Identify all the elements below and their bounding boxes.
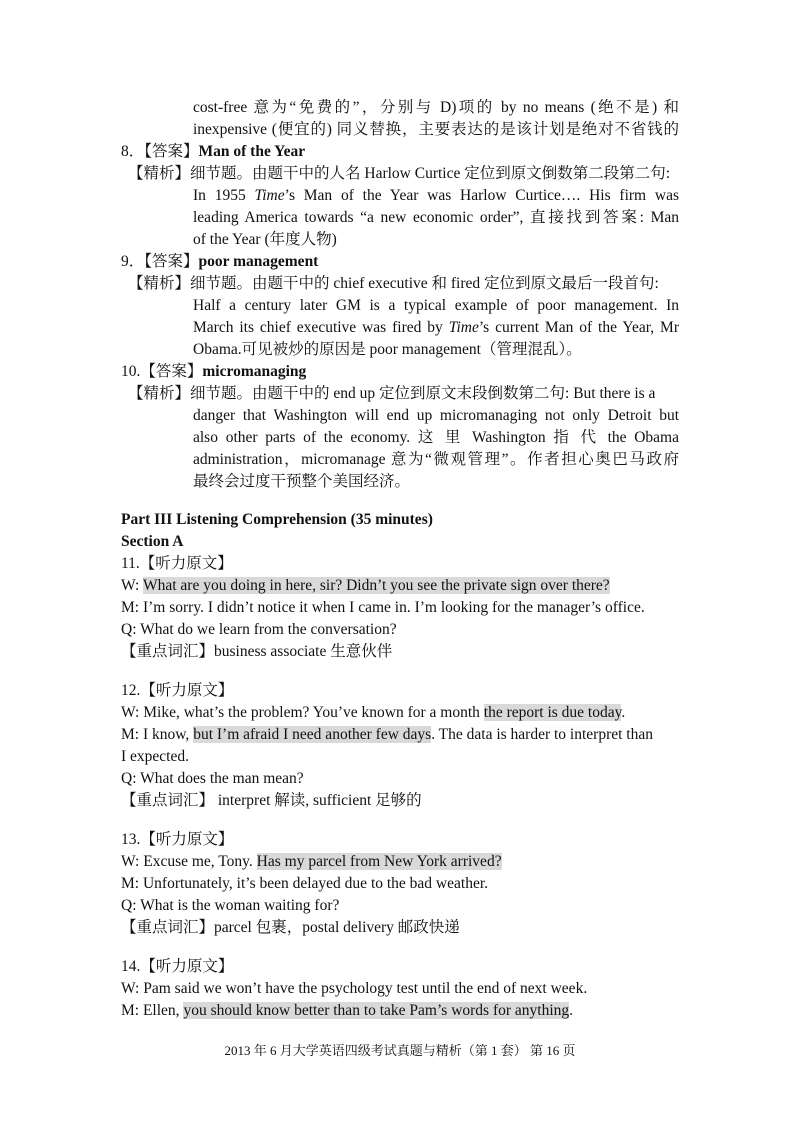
continuation-line-1: cost-free 意为“免费的”，分别与 D)项的 by no means (绝不是) 和	[193, 99, 679, 116]
q9-analysis-line-4: Obama.可见被炒的原因是 poor management（管理混乱）。	[193, 341, 582, 358]
q9-quote-part: March its chief executive was fired by	[193, 319, 449, 336]
q14-heading: 14.【听力原文】	[121, 958, 234, 975]
q10-answer: micromanaging	[202, 363, 307, 380]
q9-answer-line	[121, 251, 318, 273]
q12-woman-period: .	[621, 704, 626, 721]
q8-number: 8．【答案】	[121, 143, 199, 160]
q12-question-line: Q: What does the man mean?	[121, 770, 304, 787]
q11-woman-line	[121, 575, 610, 597]
q14-man-period: .	[569, 1002, 574, 1019]
q11-highlight: What are you doing in here, sir? Didn’t you see the private sign over there?	[142, 577, 610, 594]
q8-analysis-line-2	[193, 185, 679, 207]
q12-woman-text: W: Mike, what’s the problem? You’ve known for a month	[121, 704, 484, 721]
q13-woman-text: W: Excuse me, Tony.	[121, 853, 257, 870]
q10-answer-line	[121, 361, 306, 383]
page-footer: 2013 年 6 月大学英语四级考试真题与精析（第 1 套） 第 16 页	[224, 1043, 576, 1058]
q13-woman-line	[121, 851, 502, 873]
q14-highlight: you should know better than to take Pam’s words for anything	[183, 1002, 570, 1019]
q12-man-line	[121, 724, 653, 746]
q8-quote-part-2: ’s Man of the Year was Harlow Curtice…. His firm was	[284, 187, 679, 204]
q12-man-highlight: but I’m afraid I need another few days	[193, 726, 432, 743]
q9-analysis-line-1	[128, 273, 659, 295]
q12-man-text-2: . The data is harder to interpret than	[431, 726, 653, 743]
continuation-line-2: inexpensive (便宜的) 同义替换，主要表达的是该计划是绝对不省钱的	[193, 121, 679, 138]
q10-analysis-line-1	[128, 383, 655, 405]
q12-heading: 12.【听力原文】	[121, 682, 234, 699]
q9-time-italic: Time	[448, 319, 479, 336]
q10-number: 10.【答案】	[121, 363, 203, 380]
q8-quote-part: In 1955	[193, 187, 255, 204]
q9-answer: poor management	[198, 253, 319, 270]
q12-man-line-2: I expected.	[121, 748, 189, 765]
q14-man-text: M: Ellen,	[121, 1002, 184, 1019]
q8-time-italic: Time	[254, 187, 285, 204]
q8-analysis-line-1	[128, 163, 670, 185]
q10-analysis-line-5: 最终会过度干预整个美国经济。	[193, 473, 411, 490]
q10-analysis-line-4: administration，micromanage 意为“微观管理”。作者担心奥巴马政府	[193, 451, 679, 468]
section-a-heading: Section A	[121, 533, 184, 550]
q9-number: 9．【答案】	[121, 253, 199, 270]
q12-woman-highlight: the report is due today	[483, 704, 622, 721]
q12-man-text: M: I know,	[121, 726, 194, 743]
part3-title: Part III Listening Comprehension (35 minutes)	[121, 511, 433, 528]
speaker-w: W:	[121, 577, 143, 594]
q11-heading: 11.【听力原文】	[121, 555, 233, 572]
q9-analysis-label: 【精析】	[128, 275, 191, 292]
q8-analysis-text: 细节题。由题干中的人名 Harlow Curtice 定位到原文倒数第二段第二句:	[190, 165, 671, 182]
q13-man-line: M: Unfortunately, it’s been delayed due to the bad weather.	[121, 875, 489, 892]
q11-man-line: M: I’m sorry. I didn’t notice it when I came in. I’m looking for the manager’s office.	[121, 599, 645, 616]
q11-vocab-line: 【重点词汇】business associate 生意伙伴	[121, 643, 393, 660]
q13-highlight: Has my parcel from New York arrived?	[256, 853, 502, 870]
q8-analysis-line-4: of the Year (年度人物)	[193, 231, 337, 248]
q8-analysis-line-3: leading America towards “a new economic order”, 直接找到答案: Man	[193, 209, 679, 226]
q13-heading: 13.【听力原文】	[121, 831, 234, 848]
q8-answer-line	[121, 141, 305, 163]
q9-quote-part-2: ’s current Man of the Year, Mr	[478, 319, 679, 336]
q10-analysis-label: 【精析】	[128, 385, 191, 402]
q8-analysis-label: 【精析】	[128, 165, 191, 182]
q9-analysis-line-3	[193, 317, 679, 339]
q13-vocab-line: 【重点词汇】parcel 包裹，postal delivery 邮政快递	[121, 919, 460, 936]
q9-analysis-line-2: Half a century later GM is a typical example of poor management. In	[193, 297, 679, 314]
q10-analysis-text: 细节题。由题干中的 end up 定位到原文末段倒数第二句: But there is a	[190, 385, 656, 402]
q12-woman-line	[121, 702, 625, 724]
q10-analysis-line-2: danger that Washington will end up micromanaging not only Detroit but	[193, 407, 679, 424]
q12-vocab-line: 【重点词汇】 interpret 解读, sufficient 足够的	[121, 792, 422, 809]
q13-question-line: Q: What is the woman waiting for?	[121, 897, 340, 914]
q11-question-line: Q: What do we learn from the conversation?	[121, 621, 397, 638]
q14-woman-line: W: Pam said we won’t have the psychology test until the end of next week.	[121, 980, 588, 997]
q14-man-line	[121, 1000, 573, 1022]
q9-analysis-text: 细节题。由题干中的 chief executive 和 fired 定位到原文最后一段首句:	[190, 275, 659, 292]
q8-answer: Man of the Year	[198, 143, 306, 160]
q10-analysis-line-3: also other parts of the economy. 这 里 Washington 指 代 the Obama	[193, 429, 679, 446]
